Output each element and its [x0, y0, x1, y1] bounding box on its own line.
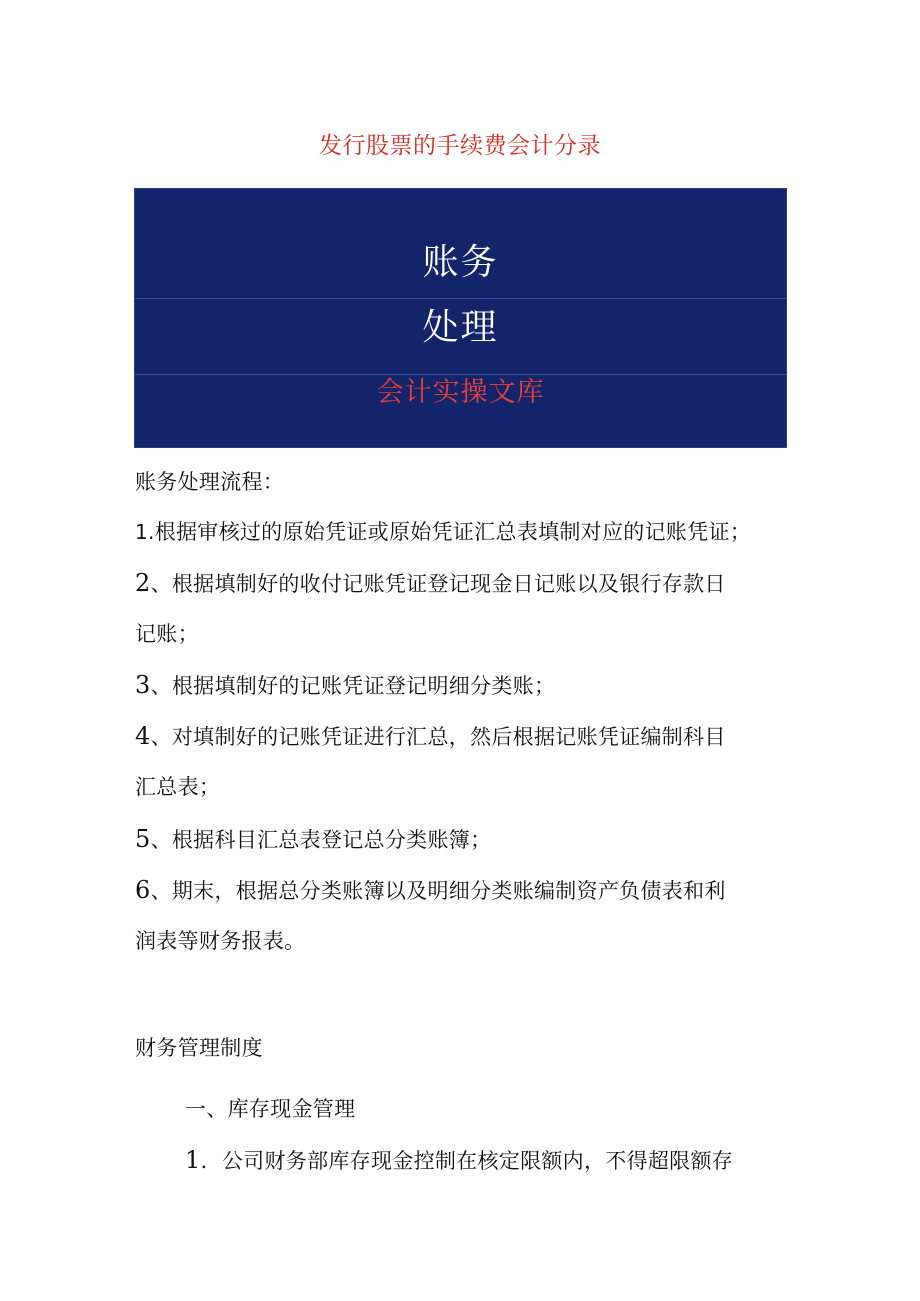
step-1-text: 根据审核过的原始凭证或原始凭证汇总表填制对应的记账凭证； [154, 520, 752, 544]
step-4-continued: 汇总表； [135, 775, 221, 799]
step-4-text: 、对填制好的记账凭证进行汇总，然后根据记账凭证编制科目 [150, 725, 726, 749]
step-1 [135, 517, 751, 547]
step-6-number: 6 [135, 876, 151, 904]
document-title: 发行股票的手续费会计分录 [319, 133, 601, 159]
step-2-continued: 记账； [135, 622, 199, 646]
step-3 [135, 670, 555, 701]
step-5 [135, 824, 491, 855]
policy-heading: 财务管理制度 [135, 1036, 263, 1060]
step-2-text: 、根据填制好的收付记账凭证登记现金日记账以及银行存款日 [150, 572, 726, 596]
banner [134, 188, 787, 448]
step-1-number: 1. [135, 520, 155, 544]
step-3-text: 、根据填制好的记账凭证登记明细分类账； [150, 674, 556, 698]
step-3-number: 3 [135, 671, 151, 699]
step-4-number: 4 [135, 722, 151, 750]
step-4 [135, 721, 726, 752]
banner-divider-1 [135, 298, 786, 299]
section-1-heading: 一、库存现金管理 [185, 1097, 356, 1121]
step-2 [135, 568, 726, 599]
banner-title-line-2: 处理 [422, 307, 499, 348]
step-6-text: 、期末，根据总分类账簿以及明细分类账编制资产负债表和利 [150, 879, 726, 903]
step-6-continued: 润表等财务报表。 [135, 929, 306, 953]
step-2-number: 2 [135, 569, 151, 597]
flow-heading: 账务处理流程： [135, 470, 285, 494]
step-5-text: 、根据科目汇总表登记总分类账簿； [150, 828, 492, 852]
item-1-text: ．公司财务部库存现金控制在核定限额内，不得超限额存 [200, 1149, 734, 1173]
section-1-item-1 [185, 1145, 733, 1176]
banner-subtitle: 会计实操文库 [376, 377, 545, 408]
step-6 [135, 875, 726, 906]
item-1-number: 1 [185, 1146, 201, 1174]
banner-title-line-1: 账务 [422, 242, 499, 283]
step-5-number: 5 [135, 825, 151, 853]
